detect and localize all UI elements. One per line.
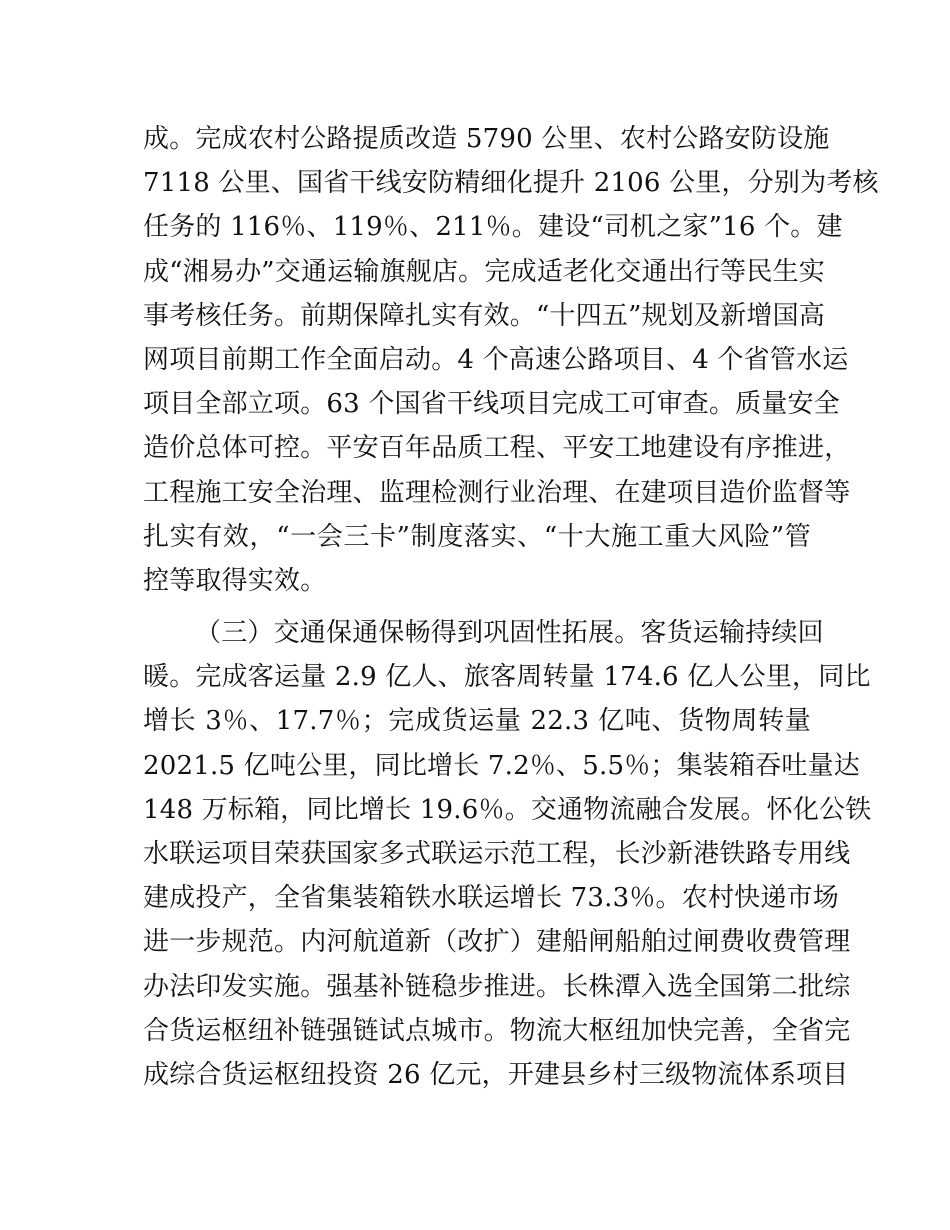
- text-line: 合货运枢纽补链强链试点城市。物流大枢纽加快完善，全省完: [143, 1015, 851, 1046]
- text-line: 成综合货运枢纽投资 26 亿元，开建县乡村三级物流体系项目: [143, 1059, 849, 1090]
- text-line: 成。完成农村公路提质改造 5790 公里、农村公路安防设施: [143, 124, 830, 154]
- text-line: （三）交通保通保畅得到巩固性拓展。客货运输持续回: [195, 618, 824, 649]
- paragraph-spacer: [143, 603, 811, 611]
- paragraph-1: [143, 117, 879, 603]
- text-line: 事考核任务。前期保障扎实有效。“十四五”规划及新增国高: [143, 300, 825, 331]
- text-line: 工程施工安全治理、监理检测行业治理、在建项目造价监督等: [143, 477, 851, 508]
- text-line: 建成投产，全省集装箱铁水联运增长 73.3％。农村快递市场: [143, 883, 839, 914]
- text-line: 办法印发实施。强基补链稳步推进。长株潭入选全国第二批综: [143, 971, 851, 1002]
- text-line: 网项目前期工作全面启动。4 个高速公路项目、4 个省管水运: [143, 344, 849, 375]
- text-line: 控等取得实效。: [143, 565, 327, 596]
- text-line: 增长 3％、17.7％；完成货运量 22.3 亿吨、货物周转量: [143, 706, 811, 737]
- paragraph-2: [143, 611, 872, 1097]
- text-line: 暖。完成客运量 2.9 亿人、旅客周转量 174.6 亿人公里，同比: [143, 662, 871, 693]
- text-line: 2021.5 亿吨公里，同比增长 7.2％、5.5％；集装箱吞吐量达: [143, 750, 861, 781]
- text-line: 项目全部立项。63 个国省干线项目完成工可审查。质量安全: [143, 389, 840, 420]
- text-line: 148 万标箱，同比增长 19.6％。交通物流融合发展。怀化公铁: [143, 794, 872, 825]
- text-line: 7118 公里、国省干线安防精细化提升 2106 公里，分别为考核: [143, 168, 879, 199]
- document-page: [143, 117, 879, 1097]
- text-line: 水联运项目荣获国家多式联运示范工程，长沙新港铁路专用线: [143, 839, 851, 869]
- text-line: 扎实有效，“一会三卡”制度落实、“十大施工重大风险”管: [143, 521, 811, 552]
- text-line: 造价总体可控。平安百年品质工程、平安工地建设有序推进，: [143, 433, 851, 464]
- text-line: 任务的 116％、119％、211％。建设“司机之家”16 个。建: [143, 212, 843, 243]
- text-line: 进一步规范。内河航道新（改扩）建船闸船舶过闸费收费管理: [143, 927, 851, 958]
- text-line: 成“湘易办”交通运输旗舰店。完成适老化交通出行等民生实: [143, 256, 825, 287]
